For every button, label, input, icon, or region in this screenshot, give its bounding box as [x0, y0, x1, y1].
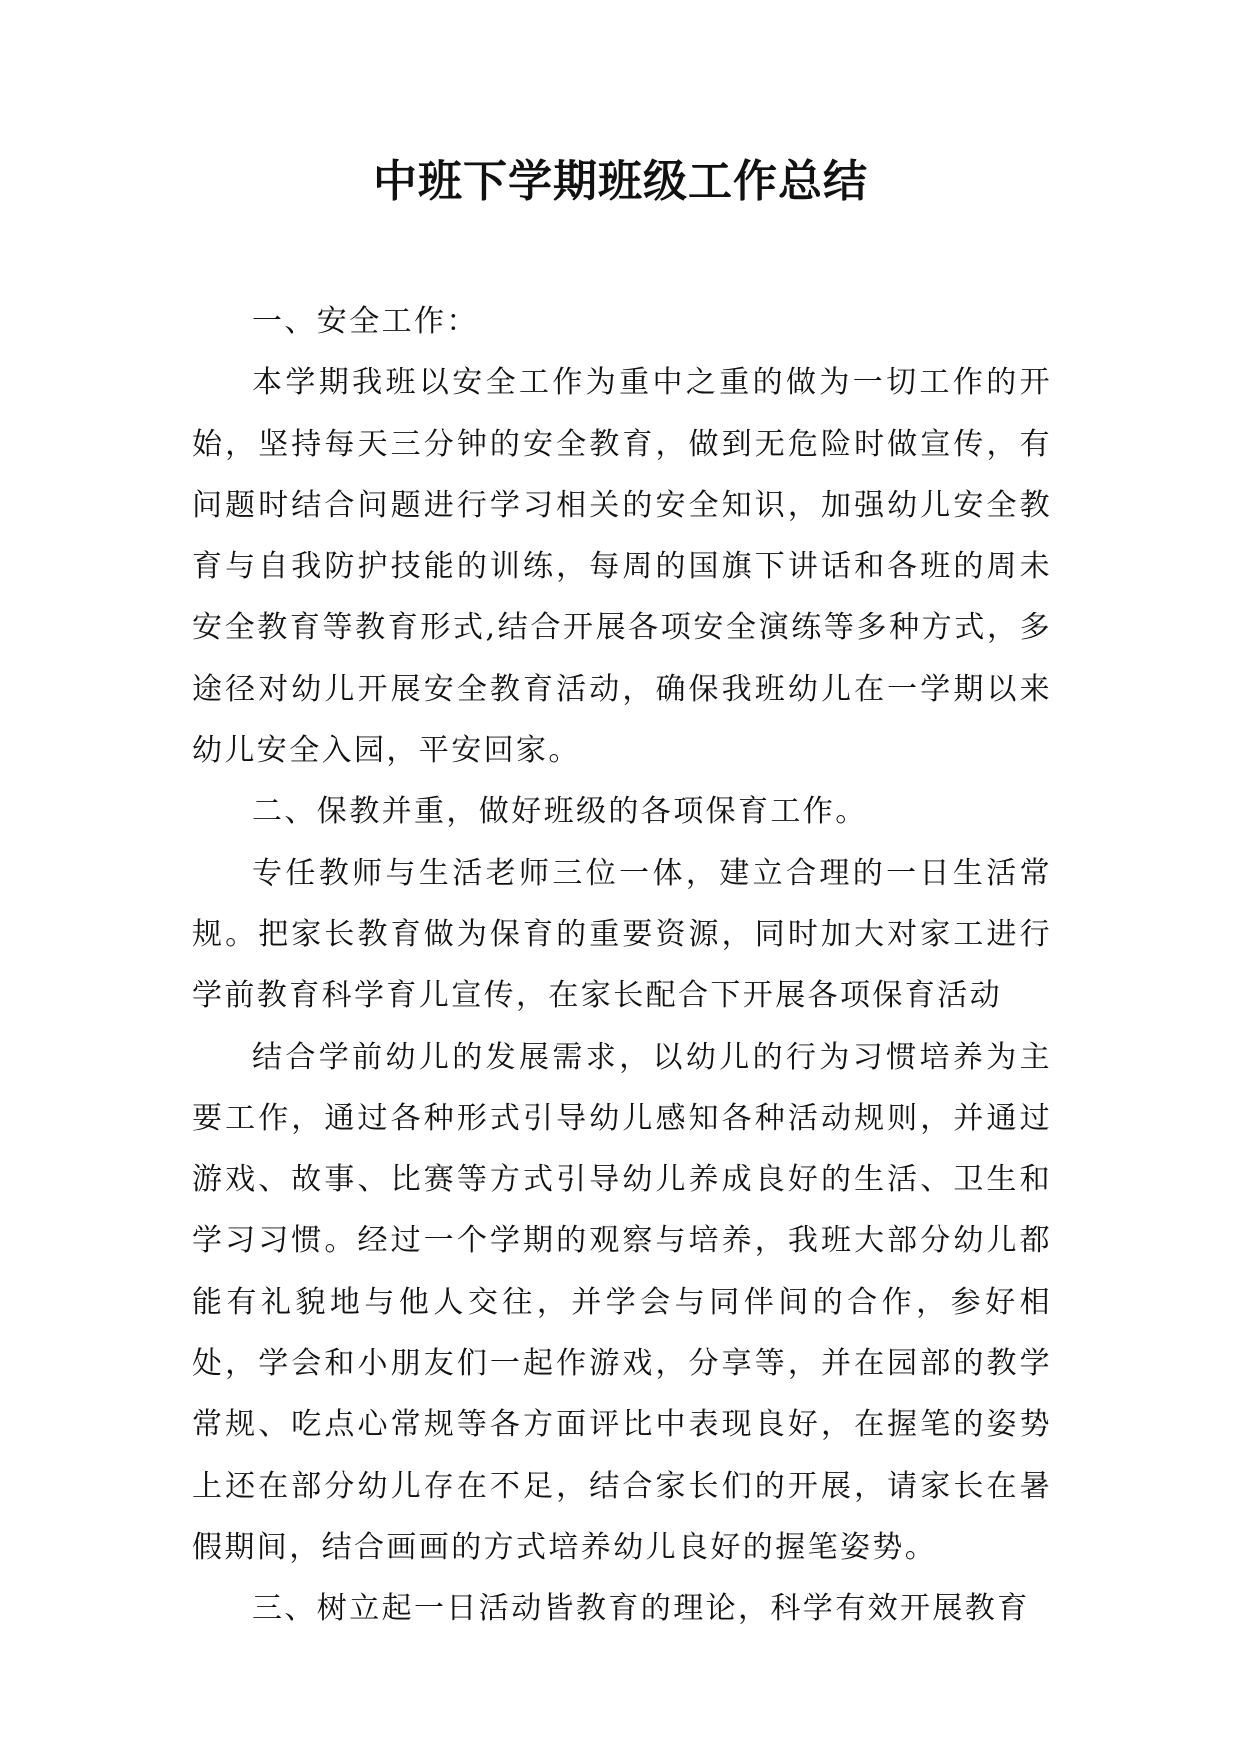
section-heading-care: 二、保教并重，做好班级的各项保育工作。 [252, 794, 868, 830]
paragraph-care-routine: 专任教师与生活老师三位一体，建立合理的一日生活常规。把家长教育做为保育的重要资源，同时加大对家工进行学前教育科学育儿宣传，在家长配合下开展各项保育活动 [192, 855, 1052, 1014]
section-heading-education: 三、树立起一日活动皆教育的理论，科学有效开展教育 [252, 1591, 1030, 1627]
paragraph-safety: 本学期我班以安全工作为重中之重的做为一切工作的开始，坚持每天三分钟的安全教育，做到无危险时做宣传，有问题时结合问题进行学习相关的安全知识，加强幼儿安全教育与自我防护技能的训练，每周的国旗下讲话和各班的周未安全教育等教育形式,结合开展各项安全演练等多种方式，多途径对幼儿开展安全教育活动，确保我班幼儿在一学期以来幼儿安全入园，平安回家。 [192, 365, 1052, 769]
document-title: 中班下学期班级工作总结 [373, 156, 868, 207]
section-heading-safety: 一、安全工作： [252, 304, 479, 339]
document-body [192, 291, 1052, 1640]
paragraph-habits: 结合学前幼儿的发展需求，以幼儿的行为习惯培养为主要工作，通过各种形式引导幼儿感知各种活动规则，并通过游戏、故事、比赛等方式引导幼儿养成良好的生活、卫生和学习习惯。经过一个学期的观察与培养，我班大部分幼儿都能有礼貌地与他人交往，并学会与同伴间的合作，参好相处，学会和小朋友们一起作游戏，分享等，并在园部的教学常规、吃点心常规等各方面评比中表现良好，在握笔的姿势上还在部分幼儿存在不足，结合家长们的开展，请家长在暑假期间，结合画画的方式培养幼儿良好的握笔姿势。 [192, 1039, 1052, 1565]
